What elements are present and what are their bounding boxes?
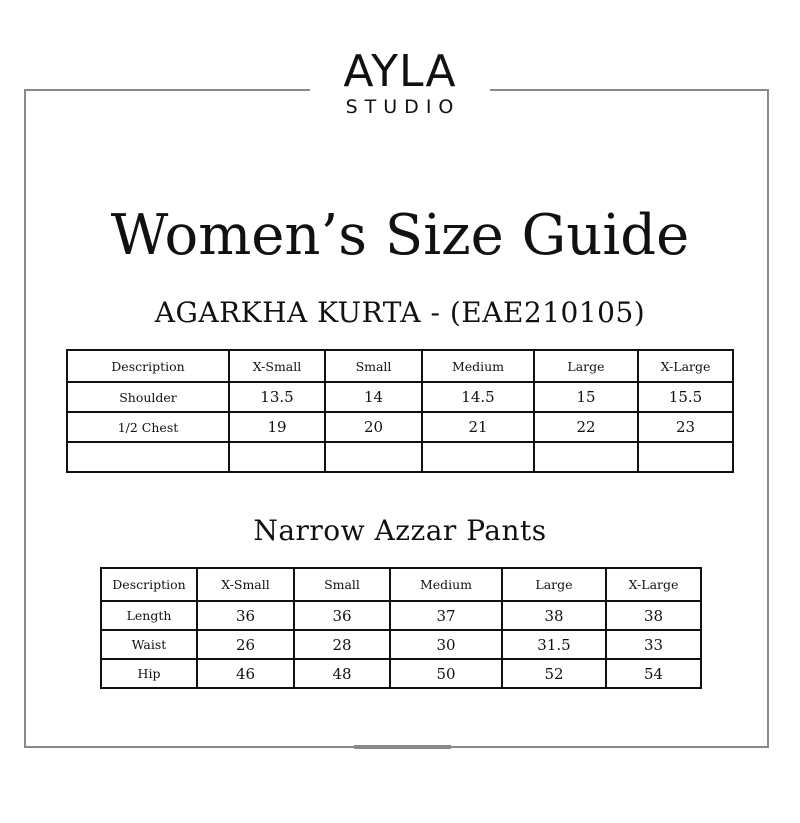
table-cell: 33: [606, 630, 701, 659]
table-cell: 37: [390, 601, 502, 630]
brand-subtitle: STUDIO: [345, 96, 461, 118]
table-header-row: [67, 350, 733, 382]
table-cell: 38: [502, 601, 606, 630]
header-cell: Description: [67, 350, 229, 382]
row-label: [67, 442, 229, 472]
table-cell: [229, 442, 325, 472]
table-cell: 48: [294, 659, 390, 688]
table-cell: 31.5: [502, 630, 606, 659]
header-cell: Small: [325, 350, 422, 382]
header-cell: Small: [294, 568, 390, 601]
header-cell: X-Large: [606, 568, 701, 601]
table-cell: 14.5: [422, 382, 534, 412]
frame-bottom-tab: [354, 745, 451, 749]
table-header-row: [101, 568, 701, 601]
table-row: [101, 630, 701, 659]
header-cell: X-Small: [229, 350, 325, 382]
table-cell: 28: [294, 630, 390, 659]
kurta-heading: AGARKHA KURTA - (EAE210105): [154, 296, 646, 329]
header-cell: Large: [502, 568, 606, 601]
header-cell: X-Large: [638, 350, 733, 382]
table-row: [101, 601, 701, 630]
table-cell: [638, 442, 733, 472]
table-cell: 13.5: [229, 382, 325, 412]
header-cell: Medium: [390, 568, 502, 601]
pants-heading: Narrow Azzar Pants: [253, 514, 547, 547]
table-cell: 15: [534, 382, 638, 412]
table-row: [67, 382, 733, 412]
table-cell: 54: [606, 659, 701, 688]
table-cell: 52: [502, 659, 606, 688]
brand-name: AYLA: [343, 46, 457, 97]
table-cell: [422, 442, 534, 472]
brand-logo: [310, 46, 490, 126]
table-cell: 26: [197, 630, 294, 659]
table-cell: 36: [294, 601, 390, 630]
table-cell: 38: [606, 601, 701, 630]
table-cell: 46: [197, 659, 294, 688]
table-cell: 36: [197, 601, 294, 630]
table-cell: 15.5: [638, 382, 733, 412]
table-cell: 23: [638, 412, 733, 442]
header-cell: Large: [534, 350, 638, 382]
kurta-size-table: [66, 349, 734, 473]
table-cell: 30: [390, 630, 502, 659]
row-label: Waist: [101, 630, 197, 659]
table-row: [67, 412, 733, 442]
table-cell: [325, 442, 422, 472]
table-cell: [534, 442, 638, 472]
table-cell: 22: [534, 412, 638, 442]
pants-size-table: [100, 567, 702, 689]
table-cell: 50: [390, 659, 502, 688]
table-cell: 20: [325, 412, 422, 442]
table-cell: 21: [422, 412, 534, 442]
page-title: Women’s Size Guide: [110, 203, 690, 268]
header-cell: X-Small: [197, 568, 294, 601]
header-cell: Medium: [422, 350, 534, 382]
header-cell: Description: [101, 568, 197, 601]
table-cell: 19: [229, 412, 325, 442]
table-row-empty: [67, 442, 733, 472]
row-label: Length: [101, 601, 197, 630]
table-row: [101, 659, 701, 688]
table-cell: 14: [325, 382, 422, 412]
row-label: Hip: [101, 659, 197, 688]
row-label: 1/2 Chest: [67, 412, 229, 442]
row-label: Shoulder: [67, 382, 229, 412]
